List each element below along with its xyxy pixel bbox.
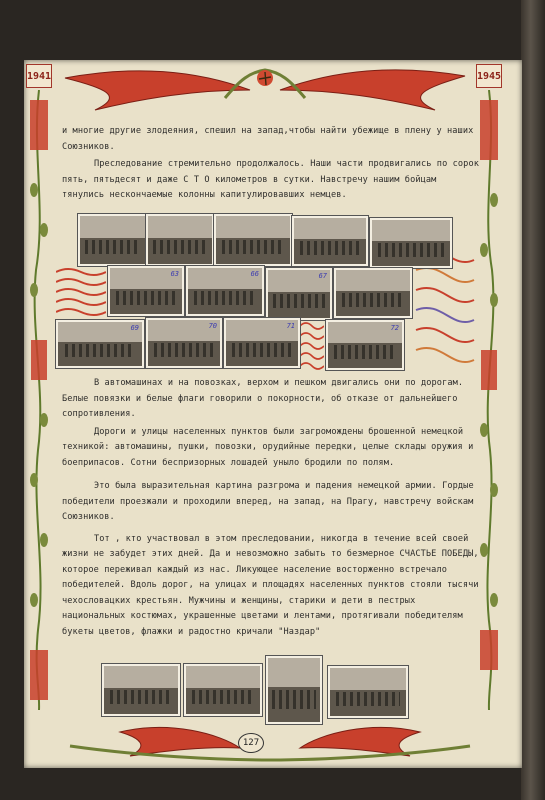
left-floral-border (28, 90, 50, 710)
year-left-label: 1941 (26, 64, 52, 88)
photo (328, 666, 408, 718)
binding-edge (521, 0, 545, 800)
paragraph-1: и многие другие злодеяния, спешил на запад,чтобы найти убежище в плену у наших Союзников. (62, 126, 474, 152)
wavy-decor-mid (300, 320, 324, 370)
text-block-middle (62, 376, 480, 640)
paragraph-6: Тот , кто участвовал в этом преследовании, никогда в течение всей своей жизни не забудет этих дней. Да и невозможно забыть то безмерное СЧАСТЬЕ ПОБЕДЫ, которое переживал каждый из нас. Ликующее население восторженно встречало победителей. Вдоль дорог, на улицах и площадях населенных пунктов стояли тысячи чехословацких крестьян. Мужчины и женщины, старики и дети в пестрых национальных костюмах, украшенные цветами и лентами, протягивали победителям букеты цветов, флажки и радостно кричали "Наздар" (62, 533, 479, 637)
wavy-decor-left (56, 264, 106, 320)
photo (266, 656, 322, 724)
photo: 72 (326, 320, 404, 370)
photo (146, 214, 214, 266)
photo (102, 664, 180, 716)
photo: 63 (108, 266, 184, 316)
top-ribbon-decoration (45, 60, 485, 120)
text-block-top (62, 124, 480, 204)
year-right-label: 1945 (476, 64, 502, 88)
photo: 66 (186, 266, 264, 316)
photo (370, 218, 452, 268)
paragraph-4: Дороги и улицы населенных пунктов были загромождены брошенной немецкой техникой: автомашины, пушки, повозки, орудийные передки, целые склады оружия и боеприпасов. Сотни беспризорных лошадей уныло бродили по полям. (62, 426, 474, 468)
photo (184, 664, 262, 716)
paragraph-5: Это была выразительная картина разгрома и падения немецкой армии. Гордые победители проезжали и проходили вперед, на запад, на Прагу, навстречу войскам Союзников. (62, 481, 474, 522)
page-number: 127 (238, 733, 264, 753)
dark-top-margin (0, 0, 545, 60)
bottom-ribbon-decoration (60, 716, 480, 764)
photo (292, 216, 368, 266)
right-floral-border (478, 90, 500, 710)
photo (78, 214, 148, 266)
photo: 70 (146, 318, 222, 368)
paragraph-2: Преследование стремительно продолжалось. Наши части продвигались по сорок пять, пятьдесят и даже С Т О километров в сутки. Навстречу нашим бойцам тянулись нескончаемые колонны капитулировавших немцев. (62, 159, 479, 200)
photo: 69 (56, 320, 144, 368)
photo (334, 268, 412, 318)
photo (214, 214, 292, 266)
paragraph-3: В автомашинах и на повозках, верхом и пешком двигались они по дорогам. Белые повязки и белые флаги говорили о покорности, об отказе от дальнейшего сопротивления. (62, 378, 464, 419)
photo: 71 (224, 318, 300, 368)
photo: 67 (266, 268, 332, 320)
